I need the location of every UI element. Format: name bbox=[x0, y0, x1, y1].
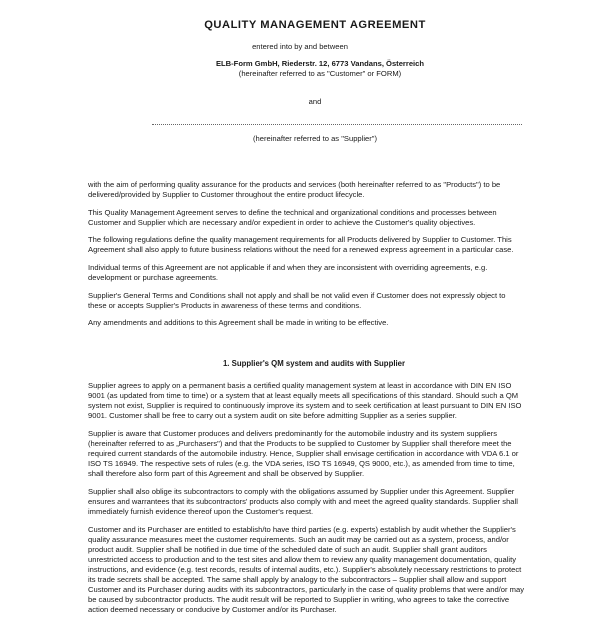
party-one-reference: (hereinafter referred to as "Customer" or FORM) bbox=[238, 69, 402, 78]
party-two-reference: (hereinafter referred to as "Supplier") bbox=[253, 134, 377, 143]
section-1-paragraph: Supplier shall also oblige its subcontractors to comply with the obligations assumed by Supplier under this Agreement. Supplier ensures and warrantees that its subcontractors' products also comply with and meet the agreed quality standards. Supplier shall immediately furnish evidence thereof upon the Customer's request. bbox=[88, 486, 518, 517]
section-1-paragraph: Supplier agrees to apply on a permanent basis a certified quality management system at least in accordance with DIN EN ISO 9001 (as updated from time to time) or a system that at least equally meets all specifications of this standard. Should such a QM system not exist, Supplier is required to continuously improve its system and to seek certification at least pursuant to DIN EN ISO 9001. Customer shall be free to carry out a system audit on site before admitting Supplier as a series supplier. bbox=[88, 381, 522, 421]
intro-paragraph: The following regulations define the quality management requirements for all Products delivered by Supplier to Customer. This Agreement shall also apply to future business relations without the need for a renewed express agreement in a particular case. bbox=[88, 235, 514, 255]
supplier-name-blank-line bbox=[152, 124, 522, 125]
section-1-heading: 1. Supplier's QM system and audits with Supplier bbox=[222, 359, 406, 368]
entered-into-text: entered into by and between bbox=[252, 42, 348, 51]
intro-section bbox=[88, 180, 524, 336]
and-text: and bbox=[308, 97, 322, 106]
section-1-paragraph: Supplier is aware that Customer produces and delivers predominantly for the automobile industry and its system suppliers (hereinafter referred to as „Purchasers") and that the Products to be supplied to Customer by Supplier shall therefore meet the required current standards of the automobile industry. Hence, Supplier shall envisage certification in accordance with VDA 6.1 or ISO TS 16949. The respective sets of rules (e.g. the VDA series, ISO TS 16949, QS 9000, etc.), as amended from time to time, shall therefore also form part of this Agreement and shall be observed by Supplier. bbox=[88, 428, 519, 479]
intro-paragraph: This Quality Management Agreement serves to define the technical and organizational conditions and processes between Customer and Supplier which are necessary and/or expedient in order to achieve the Customer's quality objectives. bbox=[88, 207, 497, 227]
intro-paragraph: with the aim of performing quality assurance for the products and services (both hereinafter referred to as "Products") to be delivered/provided by Supplier to Customer throughout the entire product lifecycle. bbox=[88, 180, 501, 200]
section-1-paragraph: Customer and its Purchaser are entitled to establish/to have third parties (e.g. experts) establish by audit whether the Supplier's quality assurance measures meet the customer requirements. Such an audit may be carried out as a system, process, and/or product audit. Supplier shall be notified in due time of the scheduled date of such an audit. Supplier shall grant auditors unrestricted access to production and to the test sites and allow them to review any quality management documentation, quality instructions, and evidence (e.g. test records, results of internal audits, etc.). Supplier's absolutely necessary restrictions to protect its trade secrets shall be accepted. The same shall apply by analogy to the subcontractors – Supplier shall allow and support Customer and its Purchaser during audits with its subcontractors, particularly in the case of quality problems that were and/or may be caused by subcontractor products. The audit result will be reported to Supplier in writing, who agrees to take the corrective action deemed necessary or conducive by Customer and/or its Purchaser. bbox=[88, 524, 524, 615]
intro-paragraph: Any amendments and additions to this Agreement shall be made in writing to be effective. bbox=[88, 318, 389, 328]
party-one-name: ELB-Form GmbH, Riederstr. 12, 6773 Vandans, Österreich bbox=[215, 59, 425, 68]
document-title: QUALITY MANAGEMENT AGREEMENT bbox=[204, 19, 426, 31]
section-1-body bbox=[88, 381, 524, 623]
intro-paragraph: Supplier's General Terms and Conditions shall not apply and shall be not valid even if Customer does not expressly object to these or accepts Supplier's Products in awareness of these terms and conditions. bbox=[88, 290, 506, 310]
intro-paragraph: Individual terms of this Agreement are not applicable if and when they are inconsistent with overriding agreements, e.g. development or purchase agreements. bbox=[88, 263, 488, 283]
